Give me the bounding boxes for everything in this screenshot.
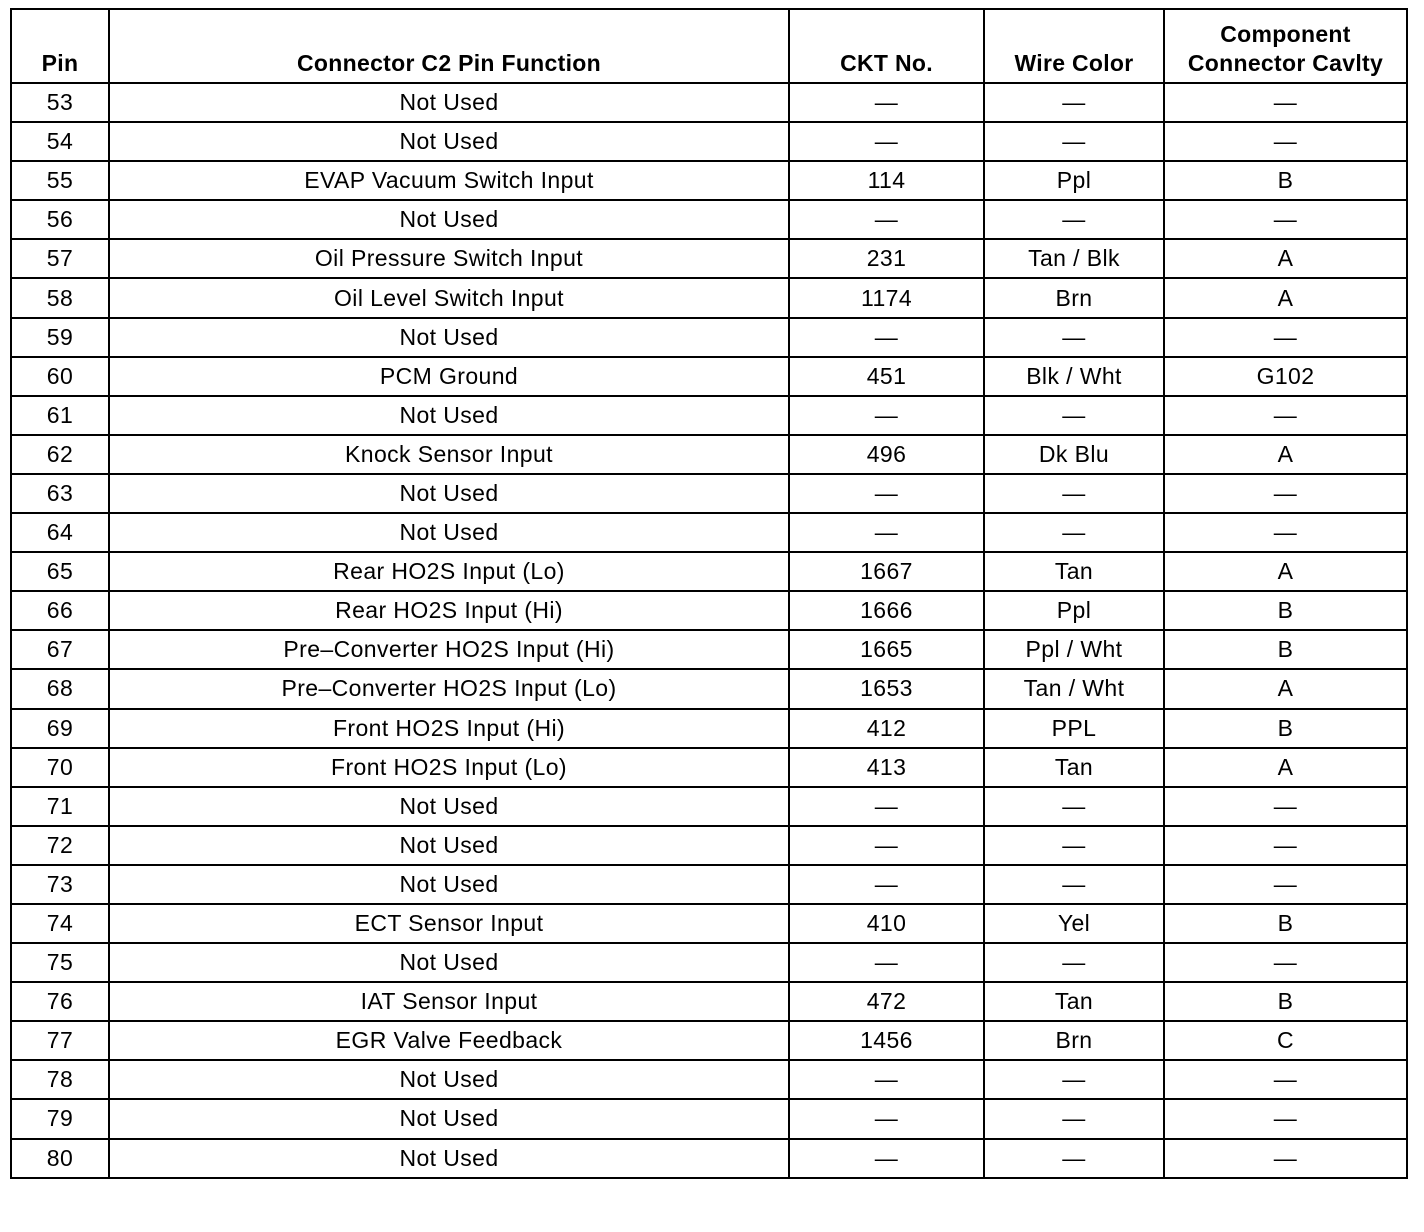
cell-pin-function: Not Used <box>109 787 789 826</box>
table-row <box>11 630 1407 669</box>
cell-ckt-no: 451 <box>789 357 984 396</box>
table-row <box>11 787 1407 826</box>
cell-pin: 55 <box>11 161 109 200</box>
cell-pin-function: Not Used <box>109 1060 789 1099</box>
cell-wire-color: — <box>984 826 1164 865</box>
cell-connector-cavity: — <box>1164 200 1407 239</box>
cell-connector-cavity: — <box>1164 122 1407 161</box>
cell-ckt-no: 1667 <box>789 552 984 591</box>
cell-connector-cavity: A <box>1164 278 1407 317</box>
header-cavity-line1: Component <box>1220 21 1351 47</box>
cell-pin: 71 <box>11 787 109 826</box>
cell-wire-color: — <box>984 122 1164 161</box>
cell-pin-function: Not Used <box>109 865 789 904</box>
cell-wire-color: Tan <box>984 982 1164 1021</box>
header-component-connector-cavity <box>1164 9 1407 83</box>
table-row <box>11 748 1407 787</box>
cell-connector-cavity: — <box>1164 943 1407 982</box>
cell-wire-color: — <box>984 200 1164 239</box>
table-row <box>11 396 1407 435</box>
cell-ckt-no: — <box>789 1099 984 1138</box>
cell-connector-cavity: B <box>1164 982 1407 1021</box>
cell-wire-color: — <box>984 943 1164 982</box>
cell-pin: 61 <box>11 396 109 435</box>
cell-wire-color: Dk Blu <box>984 435 1164 474</box>
cell-ckt-no: 1174 <box>789 278 984 317</box>
cell-wire-color: Blk / Wht <box>984 357 1164 396</box>
cell-ckt-no: — <box>789 122 984 161</box>
cell-ckt-no: — <box>789 83 984 122</box>
cell-wire-color: Ppl / Wht <box>984 630 1164 669</box>
cell-pin: 64 <box>11 513 109 552</box>
cell-connector-cavity: — <box>1164 787 1407 826</box>
cell-pin-function: Not Used <box>109 122 789 161</box>
table-row <box>11 318 1407 357</box>
cell-ckt-no: 496 <box>789 435 984 474</box>
cell-wire-color: — <box>984 83 1164 122</box>
cell-pin-function: Not Used <box>109 396 789 435</box>
table-row <box>11 122 1407 161</box>
cell-wire-color: PPL <box>984 709 1164 748</box>
header-wire-color: Wire Color <box>984 9 1164 83</box>
cell-pin: 80 <box>11 1139 109 1178</box>
cell-connector-cavity: A <box>1164 239 1407 278</box>
cell-ckt-no: — <box>789 787 984 826</box>
cell-pin-function: Pre–Converter HO2S Input (Lo) <box>109 669 789 708</box>
cell-connector-cavity: — <box>1164 1060 1407 1099</box>
cell-pin-function: Pre–Converter HO2S Input (Hi) <box>109 630 789 669</box>
header-pin-function: Connector C2 Pin Function <box>109 9 789 83</box>
cell-connector-cavity: B <box>1164 591 1407 630</box>
cell-connector-cavity: B <box>1164 161 1407 200</box>
cell-pin: 62 <box>11 435 109 474</box>
cell-ckt-no: — <box>789 474 984 513</box>
cell-pin-function: EGR Valve Feedback <box>109 1021 789 1060</box>
cell-wire-color: — <box>984 1099 1164 1138</box>
cell-connector-cavity: B <box>1164 904 1407 943</box>
cell-pin-function: Rear HO2S Input (Lo) <box>109 552 789 591</box>
table-row <box>11 709 1407 748</box>
cell-pin: 66 <box>11 591 109 630</box>
cell-pin: 79 <box>11 1099 109 1138</box>
cell-pin-function: Knock Sensor Input <box>109 435 789 474</box>
cell-ckt-no: 231 <box>789 239 984 278</box>
cell-pin: 72 <box>11 826 109 865</box>
table-row <box>11 1099 1407 1138</box>
cell-pin-function: PCM Ground <box>109 357 789 396</box>
cell-connector-cavity: C <box>1164 1021 1407 1060</box>
cell-pin: 75 <box>11 943 109 982</box>
cell-pin: 65 <box>11 552 109 591</box>
table-row <box>11 513 1407 552</box>
cell-wire-color: — <box>984 787 1164 826</box>
cell-pin: 57 <box>11 239 109 278</box>
table-row <box>11 1021 1407 1060</box>
cell-pin-function: IAT Sensor Input <box>109 982 789 1021</box>
cell-pin: 78 <box>11 1060 109 1099</box>
table-row <box>11 669 1407 708</box>
cell-wire-color: — <box>984 1060 1164 1099</box>
cell-wire-color: — <box>984 318 1164 357</box>
cell-connector-cavity: — <box>1164 1139 1407 1178</box>
cell-connector-cavity: G102 <box>1164 357 1407 396</box>
cell-wire-color: Tan / Wht <box>984 669 1164 708</box>
cell-pin-function: ECT Sensor Input <box>109 904 789 943</box>
table-row <box>11 1139 1407 1178</box>
cell-pin: 70 <box>11 748 109 787</box>
header-ckt-no: CKT No. <box>789 9 984 83</box>
cell-pin: 73 <box>11 865 109 904</box>
cell-ckt-no: 1653 <box>789 669 984 708</box>
cell-ckt-no: — <box>789 396 984 435</box>
table-row <box>11 982 1407 1021</box>
table-row <box>11 357 1407 396</box>
cell-connector-cavity: — <box>1164 1099 1407 1138</box>
table-row <box>11 1060 1407 1099</box>
cell-ckt-no: — <box>789 1139 984 1178</box>
cell-pin: 56 <box>11 200 109 239</box>
cell-pin: 77 <box>11 1021 109 1060</box>
table-row <box>11 474 1407 513</box>
cell-pin: 63 <box>11 474 109 513</box>
cell-connector-cavity: — <box>1164 513 1407 552</box>
cell-pin-function: Not Used <box>109 943 789 982</box>
header-row <box>11 9 1407 83</box>
cell-pin: 60 <box>11 357 109 396</box>
cell-ckt-no: 410 <box>789 904 984 943</box>
cell-pin: 59 <box>11 318 109 357</box>
table-row <box>11 200 1407 239</box>
cell-pin: 54 <box>11 122 109 161</box>
cell-pin: 76 <box>11 982 109 1021</box>
cell-connector-cavity: A <box>1164 552 1407 591</box>
cell-ckt-no: 114 <box>789 161 984 200</box>
table-row <box>11 591 1407 630</box>
cell-ckt-no: — <box>789 943 984 982</box>
table-row <box>11 435 1407 474</box>
cell-wire-color: — <box>984 396 1164 435</box>
cell-ckt-no: — <box>789 318 984 357</box>
table-row <box>11 83 1407 122</box>
table-row <box>11 161 1407 200</box>
cell-pin-function: Not Used <box>109 474 789 513</box>
cell-pin-function: Not Used <box>109 318 789 357</box>
cell-connector-cavity: — <box>1164 396 1407 435</box>
table-header <box>11 9 1407 83</box>
table-row <box>11 552 1407 591</box>
cell-connector-cavity: A <box>1164 748 1407 787</box>
cell-pin-function: Front HO2S Input (Lo) <box>109 748 789 787</box>
cell-ckt-no: 413 <box>789 748 984 787</box>
cell-ckt-no: — <box>789 513 984 552</box>
cell-pin-function: Oil Level Switch Input <box>109 278 789 317</box>
cell-connector-cavity: A <box>1164 669 1407 708</box>
table-row <box>11 943 1407 982</box>
cell-connector-cavity: — <box>1164 83 1407 122</box>
cell-ckt-no: — <box>789 865 984 904</box>
cell-pin-function: Front HO2S Input (Hi) <box>109 709 789 748</box>
cell-wire-color: — <box>984 513 1164 552</box>
connector-c2-pin-table <box>10 8 1408 1179</box>
cell-wire-color: Tan <box>984 748 1164 787</box>
cell-pin: 53 <box>11 83 109 122</box>
cell-pin: 74 <box>11 904 109 943</box>
header-cavity-line2: Connector Cavlty <box>1187 50 1384 76</box>
cell-connector-cavity: — <box>1164 865 1407 904</box>
cell-pin: 69 <box>11 709 109 748</box>
cell-pin-function: Rear HO2S Input (Hi) <box>109 591 789 630</box>
cell-pin-function: Oil Pressure Switch Input <box>109 239 789 278</box>
cell-pin-function: Not Used <box>109 200 789 239</box>
cell-pin: 58 <box>11 278 109 317</box>
table-row <box>11 865 1407 904</box>
table-row <box>11 239 1407 278</box>
cell-wire-color: Tan <box>984 552 1164 591</box>
cell-connector-cavity: A <box>1164 435 1407 474</box>
table-row <box>11 826 1407 865</box>
cell-connector-cavity: B <box>1164 709 1407 748</box>
cell-ckt-no: 1456 <box>789 1021 984 1060</box>
cell-ckt-no: 1665 <box>789 630 984 669</box>
cell-wire-color: Brn <box>984 278 1164 317</box>
cell-ckt-no: — <box>789 826 984 865</box>
cell-wire-color: Ppl <box>984 161 1164 200</box>
cell-wire-color: — <box>984 474 1164 513</box>
cell-pin-function: Not Used <box>109 826 789 865</box>
cell-connector-cavity: B <box>1164 630 1407 669</box>
cell-ckt-no: 412 <box>789 709 984 748</box>
cell-ckt-no: 472 <box>789 982 984 1021</box>
cell-connector-cavity: — <box>1164 474 1407 513</box>
table-row <box>11 278 1407 317</box>
cell-ckt-no: — <box>789 1060 984 1099</box>
cell-pin-function: Not Used <box>109 1099 789 1138</box>
cell-wire-color: — <box>984 865 1164 904</box>
cell-wire-color: Yel <box>984 904 1164 943</box>
cell-wire-color: Brn <box>984 1021 1164 1060</box>
cell-wire-color: — <box>984 1139 1164 1178</box>
cell-connector-cavity: — <box>1164 826 1407 865</box>
cell-pin: 68 <box>11 669 109 708</box>
cell-pin-function: EVAP Vacuum Switch Input <box>109 161 789 200</box>
table-body <box>11 83 1407 1178</box>
cell-wire-color: Ppl <box>984 591 1164 630</box>
table-row <box>11 904 1407 943</box>
header-pin: Pin <box>11 9 109 83</box>
cell-wire-color: Tan / Blk <box>984 239 1164 278</box>
cell-ckt-no: 1666 <box>789 591 984 630</box>
cell-pin-function: Not Used <box>109 1139 789 1178</box>
cell-connector-cavity: — <box>1164 318 1407 357</box>
cell-pin-function: Not Used <box>109 513 789 552</box>
cell-pin-function: Not Used <box>109 83 789 122</box>
cell-ckt-no: — <box>789 200 984 239</box>
cell-pin: 67 <box>11 630 109 669</box>
